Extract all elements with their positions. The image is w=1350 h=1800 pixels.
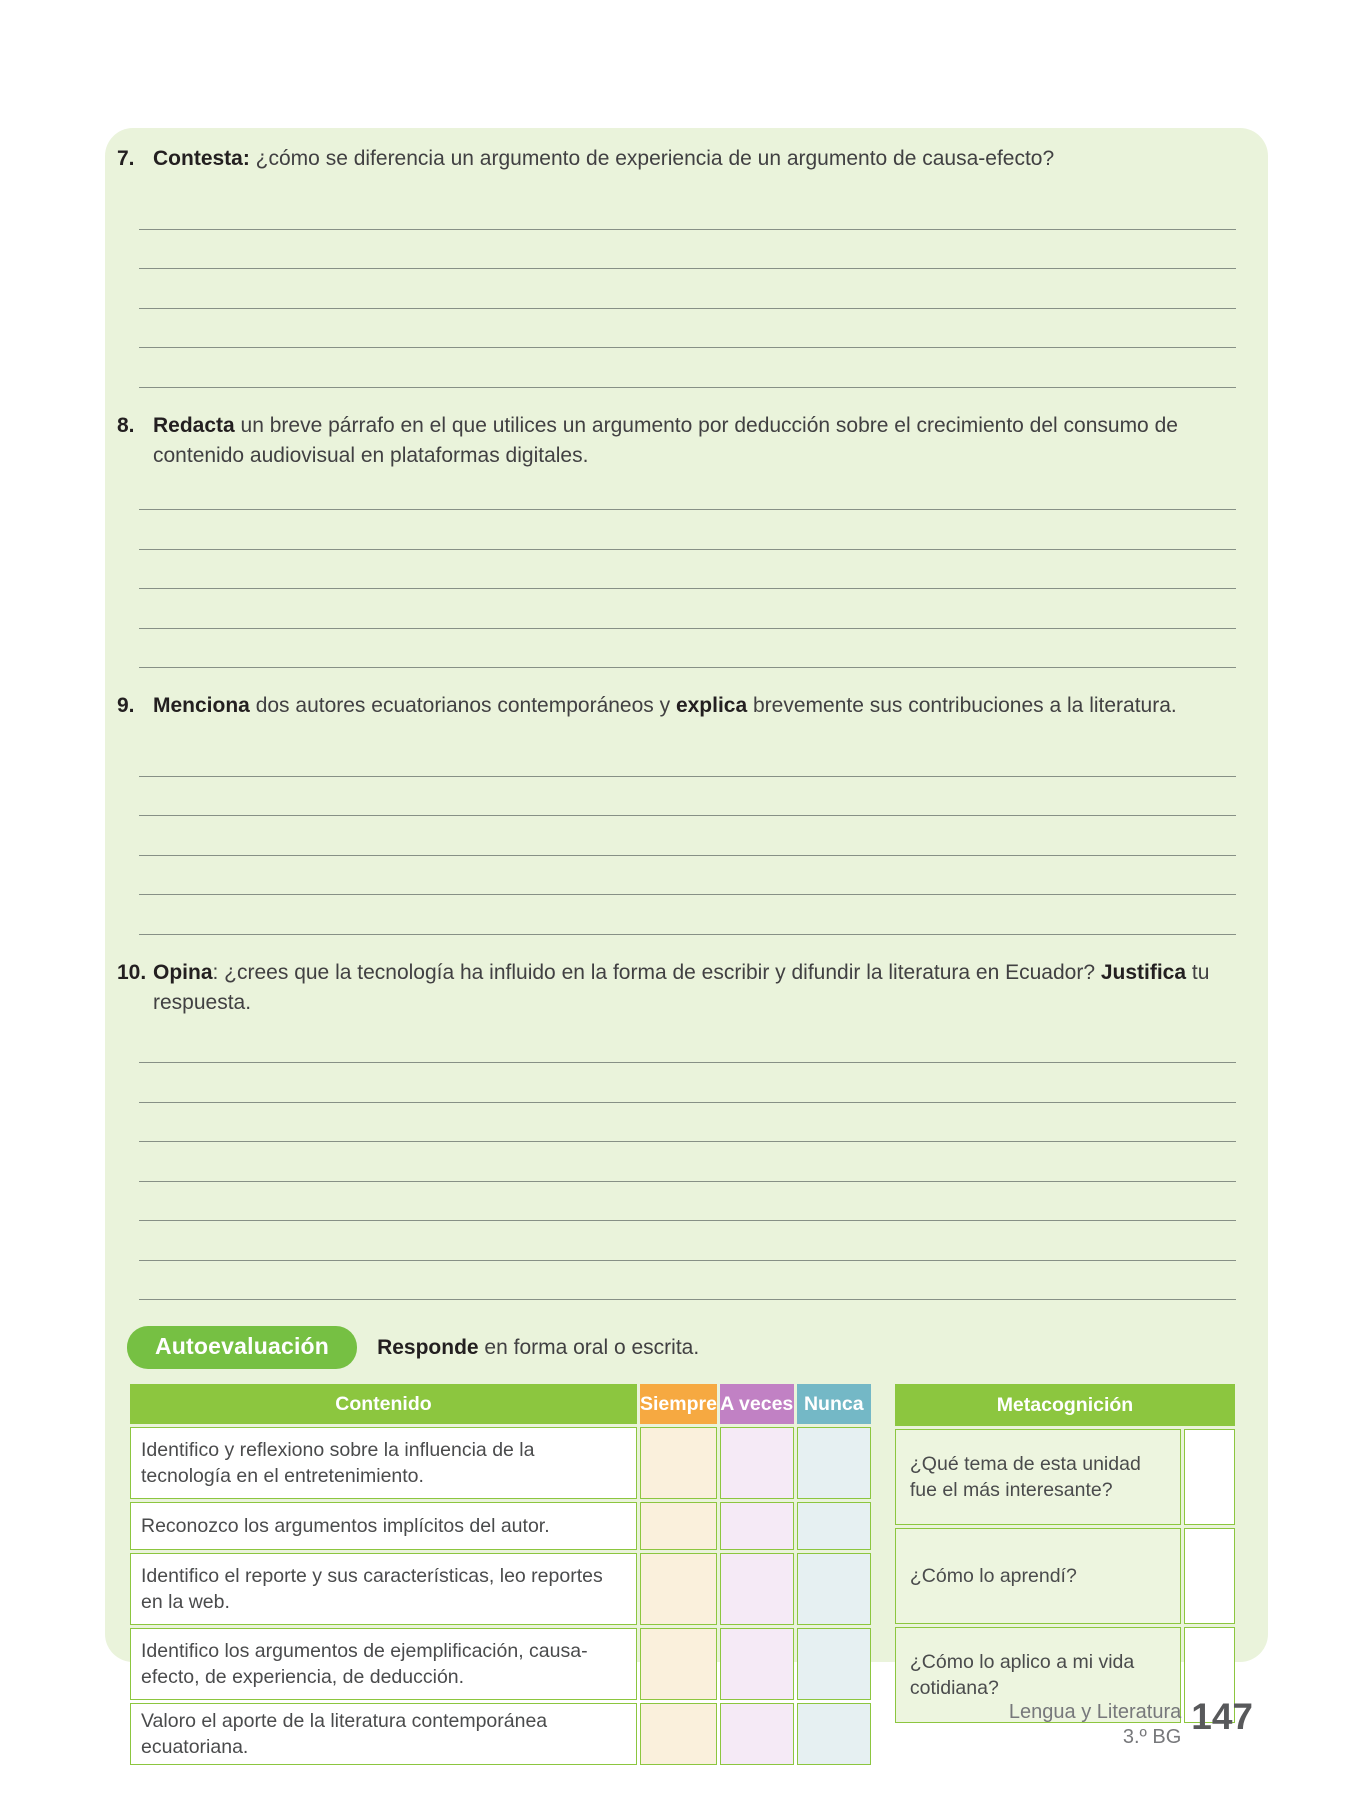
answer-lines-q9	[139, 737, 1236, 935]
nunca-check-cell[interactable]	[797, 1427, 871, 1499]
answer-line[interactable]	[139, 269, 1236, 309]
statement-cell: Identifico y reflexiono sobre la influencia de la tecnología en el entretenimiento.	[130, 1427, 637, 1499]
nunca-header: Nunca	[797, 1384, 871, 1424]
page-footer	[1008, 1696, 1253, 1750]
metacognition-answer-cell[interactable]	[1184, 1429, 1235, 1525]
nunca-check-cell[interactable]	[797, 1703, 871, 1765]
question-number: 8.	[117, 413, 135, 437]
answer-line[interactable]	[139, 895, 1236, 935]
siempre-check-cell[interactable]	[640, 1628, 717, 1700]
contenido-header: Contenido	[130, 1384, 637, 1424]
metacognicion-header: Metacognición	[895, 1384, 1235, 1426]
instruction-verb: Responde	[377, 1335, 479, 1359]
table-row	[130, 1628, 871, 1700]
autoevaluacion-row	[127, 1326, 1238, 1369]
question-verb: Contesta:	[153, 147, 250, 170]
siempre-check-cell[interactable]	[640, 1553, 717, 1625]
siempre-check-cell[interactable]	[640, 1427, 717, 1499]
question-body: : ¿crees que la tecnología ha influido en la forma de escribir y difundir la literatura en Ecuador?	[212, 960, 1101, 984]
answer-line[interactable]	[139, 510, 1236, 550]
answer-line[interactable]	[139, 1063, 1236, 1103]
question-verb: Opina	[153, 960, 213, 984]
aveces-check-cell[interactable]	[720, 1553, 794, 1625]
question-body-2: tu respuesta.	[153, 960, 1210, 1014]
answer-lines-q7	[139, 190, 1236, 388]
nunca-check-cell[interactable]	[797, 1502, 871, 1550]
question-text	[153, 691, 1177, 721]
table-row	[130, 1502, 871, 1550]
nunca-check-cell[interactable]	[797, 1553, 871, 1625]
metacognition-answer-cell[interactable]	[1184, 1528, 1235, 1624]
answer-line[interactable]	[139, 1024, 1236, 1064]
answer-line[interactable]	[139, 777, 1236, 817]
answer-line[interactable]	[139, 550, 1236, 590]
question-verb: Redacta	[153, 413, 235, 437]
instruction-rest: en forma oral o escrita.	[478, 1335, 700, 1359]
autoevaluacion-badge: Autoevaluación	[127, 1326, 357, 1369]
table-header-row	[895, 1384, 1235, 1426]
answer-line[interactable]	[139, 471, 1236, 511]
metacognition-question-cell: ¿Cómo lo aplico a mi vida cotidiana?	[895, 1627, 1181, 1723]
question-body: un breve párrafo en el que utilices un argumento por deducción sobre el crecimiento del consumo de contenido audiovisual en plataformas digitales.	[153, 413, 1178, 467]
statement-cell: Reconozco los argumentos implícitos del autor.	[130, 1502, 637, 1550]
answer-line[interactable]	[139, 230, 1236, 270]
question-9	[117, 691, 1238, 721]
answer-line[interactable]	[139, 1261, 1236, 1301]
answer-line[interactable]	[139, 737, 1236, 777]
answer-line[interactable]	[139, 629, 1236, 669]
metacognition-table	[892, 1381, 1238, 1726]
table-header-row	[130, 1384, 871, 1424]
question-body-2: brevemente sus contribuciones a la literatura.	[747, 694, 1177, 717]
question-body: dos autores ecuatorianos contemporáneos y	[249, 694, 676, 717]
question-number: 9.	[117, 694, 135, 717]
siempre-check-cell[interactable]	[640, 1502, 717, 1550]
table-row	[130, 1427, 871, 1499]
statement-cell: Identifico el reporte y sus características, leo reportes en la web.	[130, 1553, 637, 1625]
question-verb: Menciona	[153, 694, 250, 717]
question-8	[117, 411, 1238, 471]
question-verb-2: Justifica	[1100, 960, 1187, 984]
page-number: 147	[1191, 1696, 1253, 1737]
question-number: 10.	[117, 960, 147, 984]
nunca-check-cell[interactable]	[797, 1628, 871, 1700]
question-text	[153, 958, 1238, 1018]
question-number: 7.	[117, 147, 135, 170]
table-row	[130, 1553, 871, 1625]
siempre-header: Siempre	[640, 1384, 717, 1424]
question-body: ¿cómo se diferencia un argumento de experiencia de un argumento de causa-efecto?	[249, 147, 1055, 170]
answer-line[interactable]	[139, 1221, 1236, 1261]
answer-line[interactable]	[139, 309, 1236, 349]
aveces-check-cell[interactable]	[720, 1703, 794, 1765]
question-verb-2: explica	[675, 694, 748, 717]
aveces-check-cell[interactable]	[720, 1427, 794, 1499]
aveces-check-cell[interactable]	[720, 1502, 794, 1550]
question-10	[117, 958, 1238, 1018]
question-text	[153, 144, 1054, 174]
answer-line[interactable]	[139, 816, 1236, 856]
autoevaluacion-instruction	[377, 1336, 699, 1360]
answer-line[interactable]	[139, 190, 1236, 230]
content-self-assessment-table	[127, 1381, 874, 1768]
question-7	[117, 144, 1238, 174]
footer-subject-block	[1009, 1700, 1181, 1750]
answer-line[interactable]	[139, 1103, 1236, 1143]
footer-grade: 3.º BG	[1122, 1726, 1182, 1748]
aveces-header: A veces	[720, 1384, 794, 1424]
siempre-check-cell[interactable]	[640, 1703, 717, 1765]
answer-line[interactable]	[139, 589, 1236, 629]
answer-lines-q10	[139, 1024, 1236, 1301]
statement-cell: Valoro el aporte de la literatura contemporánea ecuatoriana.	[130, 1703, 637, 1765]
answer-line[interactable]	[139, 856, 1236, 896]
footer-subject: Lengua y Literatura	[1008, 1701, 1182, 1723]
table-row	[895, 1429, 1235, 1525]
statement-cell: Identifico los argumentos de ejemplificación, causa-efecto, de experiencia, de deducción.	[130, 1628, 637, 1700]
question-text	[153, 411, 1238, 471]
answer-line[interactable]	[139, 1142, 1236, 1182]
answer-lines-q8	[139, 471, 1236, 669]
answer-line[interactable]	[139, 1182, 1236, 1222]
answer-line[interactable]	[139, 348, 1236, 388]
aveces-check-cell[interactable]	[720, 1628, 794, 1700]
metacognition-question-cell: ¿Cómo lo aprendí?	[895, 1528, 1181, 1624]
table-row	[130, 1703, 871, 1765]
table-row	[895, 1528, 1235, 1624]
metacognition-question-cell: ¿Qué tema de esta unidad fue el más interesante?	[895, 1429, 1181, 1525]
